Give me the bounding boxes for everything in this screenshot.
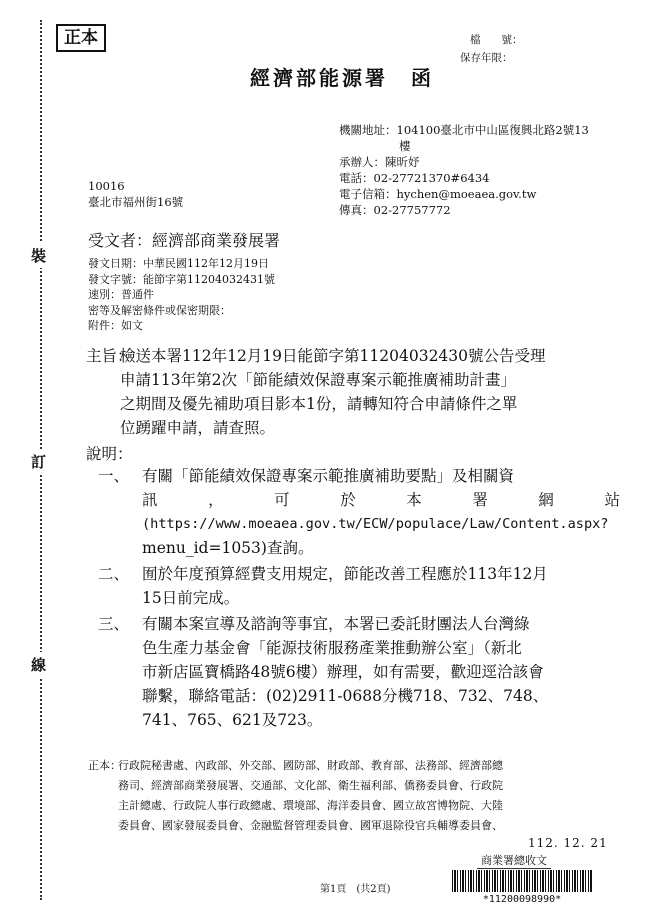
page-number: 第1頁 (共2頁) <box>320 884 391 895</box>
cc-line: 主計總處、行政院人事行政總處、環境部、海洋委員會、國立故宮博物院、大陸 <box>118 799 503 812</box>
text-segment: 署 <box>472 491 488 509</box>
barcode-number: *11200098990* <box>482 894 562 905</box>
sender-handler: 承辦人：陳昕妤 <box>339 155 420 169</box>
text-segment: 可 <box>274 491 290 509</box>
explanation-item-3 <box>98 612 620 732</box>
item-number: 二、 <box>98 565 130 583</box>
cc-line: 務司、經濟部商業發展署、交通部、文化部、衛生福利部、僑務委員會、行政院 <box>118 779 503 792</box>
document-number: 發文字號：能節字第11204032431號 <box>88 272 275 286</box>
file-no-label: 檔 號： <box>470 34 523 46</box>
item-line: 色生產力基金會「能源技術服務產業推動辦公室」（新北 <box>142 639 522 657</box>
cc-section <box>88 756 618 836</box>
sender-address-cont: 樓 <box>399 139 411 153</box>
item-line: 市新店區寶橋路48號6樓）辦理，如有需要，歡迎逕洽該會 <box>142 663 544 681</box>
subject-line: 檢送本署112年12月19日能節字第11204032430號公告受理 <box>120 347 546 365</box>
item-number: 一、 <box>98 467 130 485</box>
text-segment: 本 <box>406 491 422 509</box>
received-date-stamp: 112. 12. 21 <box>528 836 608 850</box>
cc-line: 委員會、國家發展委員會、金融監督管理委員會、國軍退除役官兵輔導委員會、 <box>118 819 503 832</box>
explanation-item-2 <box>98 562 620 610</box>
secrecy-level: 密等及解密條件或保密期限： <box>88 303 231 317</box>
subject-label: 主旨： <box>86 347 133 365</box>
attachment: 附件：如文 <box>88 319 143 332</box>
barcode-image <box>452 870 592 892</box>
issue-date: 發文日期：中華民國112年12月19日 <box>88 257 269 270</box>
text-segment: 於 <box>340 491 356 509</box>
subject-line: 之期間及優先補助項目影本1份，請轉知符合申請條件之單 <box>120 395 518 413</box>
recipient-address <box>88 178 183 210</box>
item-line: 15日前完成。 <box>142 589 240 607</box>
text-segment: 網 <box>538 491 554 509</box>
item-line: 有關「節能績效保證專案示範推廣補助要點」及相關資 <box>142 467 515 485</box>
document-meta <box>88 256 275 334</box>
sender-fax: 傳真：02-27757772 <box>339 203 451 217</box>
item-line: menu_id=1053)查詢。 <box>142 539 314 557</box>
item-number: 三、 <box>98 615 130 633</box>
item-line-spaced <box>142 488 620 512</box>
item-url-line: (https://www.moeaea.gov.tw/ECW/populace/Law/Content.aspx? <box>142 516 609 532</box>
explanation-label: 說明： <box>86 445 133 463</box>
binding-char-xian: 線 <box>31 652 46 677</box>
recipient-street: 臺北市福州街16號 <box>88 195 184 209</box>
text-segment: ， <box>208 491 224 509</box>
speed-class: 速別：普通件 <box>88 288 154 301</box>
sender-email: 電子信箱：hychen@moeaea.gov.tw <box>339 187 537 201</box>
sender-phone: 電話：02-27721370#6434 <box>339 171 490 185</box>
item-line: 囿於年度預算經費支用規定，節能改善工程應於113年12月 <box>142 565 548 583</box>
recipient-line: 受文者：經濟部商業發展署 <box>88 231 281 250</box>
sender-address: 機關地址：104100臺北市中山區復興北路2號13 <box>339 123 589 137</box>
item-line: 聯繫，聯絡電話：(02)2911-0688分機718、732、748、 <box>142 687 549 705</box>
text-segment: 訊 <box>142 491 158 509</box>
cc-label: 正本： <box>88 759 121 772</box>
binding-char-ding: 訂 <box>31 449 46 474</box>
binding-char-zhuang: 裝 <box>31 243 46 268</box>
recipient-zip: 10016 <box>88 179 125 193</box>
item-line: 有關本案宣導及諮詢等事宜，本署已委託財團法人台灣綠 <box>142 615 530 633</box>
cc-line: 行政院秘書處、內政部、外交部、國防部、財政部、教育部、法務部、經濟部總 <box>118 759 503 772</box>
explanation-item-1 <box>98 464 620 560</box>
item-line: 741、765、621及723。 <box>142 711 323 729</box>
document-title: 經濟部能源署 函 <box>250 66 434 90</box>
subject-line: 申請113年第2次「節能績效保證專案示範推廣補助計畫」 <box>120 371 516 389</box>
sender-info <box>339 122 589 218</box>
retention-label: 保存年限： <box>460 52 513 64</box>
subject-line: 位踴躍申請，請查照。 <box>120 419 276 437</box>
original-copy-stamp: 正本 <box>56 24 106 52</box>
subject-section <box>86 344 606 440</box>
received-office-stamp: 商業署總收文 <box>477 852 551 869</box>
text-segment: 站 <box>604 491 620 509</box>
